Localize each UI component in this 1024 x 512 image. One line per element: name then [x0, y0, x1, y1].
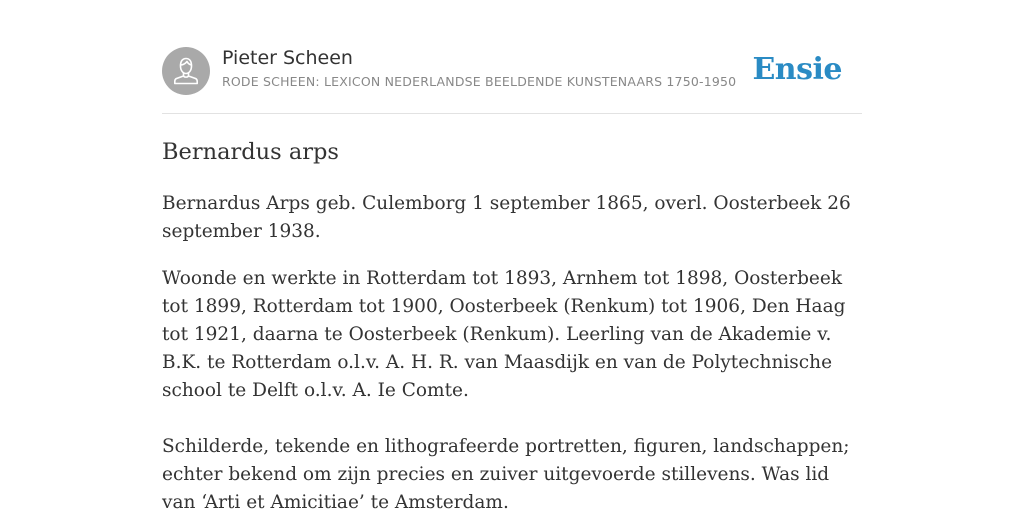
- article-title: Bernardus arps: [162, 139, 339, 165]
- header-divider: [162, 113, 862, 114]
- article-content: [162, 136, 862, 512]
- author-header: [162, 46, 862, 96]
- source-name[interactable]: RODE SCHEEN: LEXICON NEDERLANDSE BEELDENDE KUNSTENAARS 1750-1950: [222, 74, 737, 89]
- user-avatar-icon[interactable]: [162, 47, 210, 95]
- brand-logo[interactable]: Ensie: [752, 52, 842, 87]
- article-paragraph-3: Schilderde, tekende en lithografeerde portretten, figuren, landschappen; echter bekend om zijn precies en zuiver uitgevoerde stillevens. Was lid van ‘Arti et Amicitiae’ te Amsterdam.: [162, 436, 850, 512]
- article-paragraph-1: Bernardus Arps geb. Culemborg 1 september 1865, overl. Oosterbeek 26 september 1938.: [162, 193, 851, 242]
- article-paragraph-2: Woonde en werkte in Rotterdam tot 1893, Arnhem tot 1898, Oosterbeek tot 1899, Rotterdam tot 1900, Oosterbeek (Renkum) tot 1906, Den Haag tot 1921, daarna te Oosterbeek (Renkum). Leerling van de Akademie v. B.K. te Rotterdam o.l.v. A. H. R. van Maasdijk en van de Polytechnische school te Delft o.l.v. A. Ie Comte.: [162, 268, 846, 401]
- author-name[interactable]: Pieter Scheen: [222, 47, 353, 69]
